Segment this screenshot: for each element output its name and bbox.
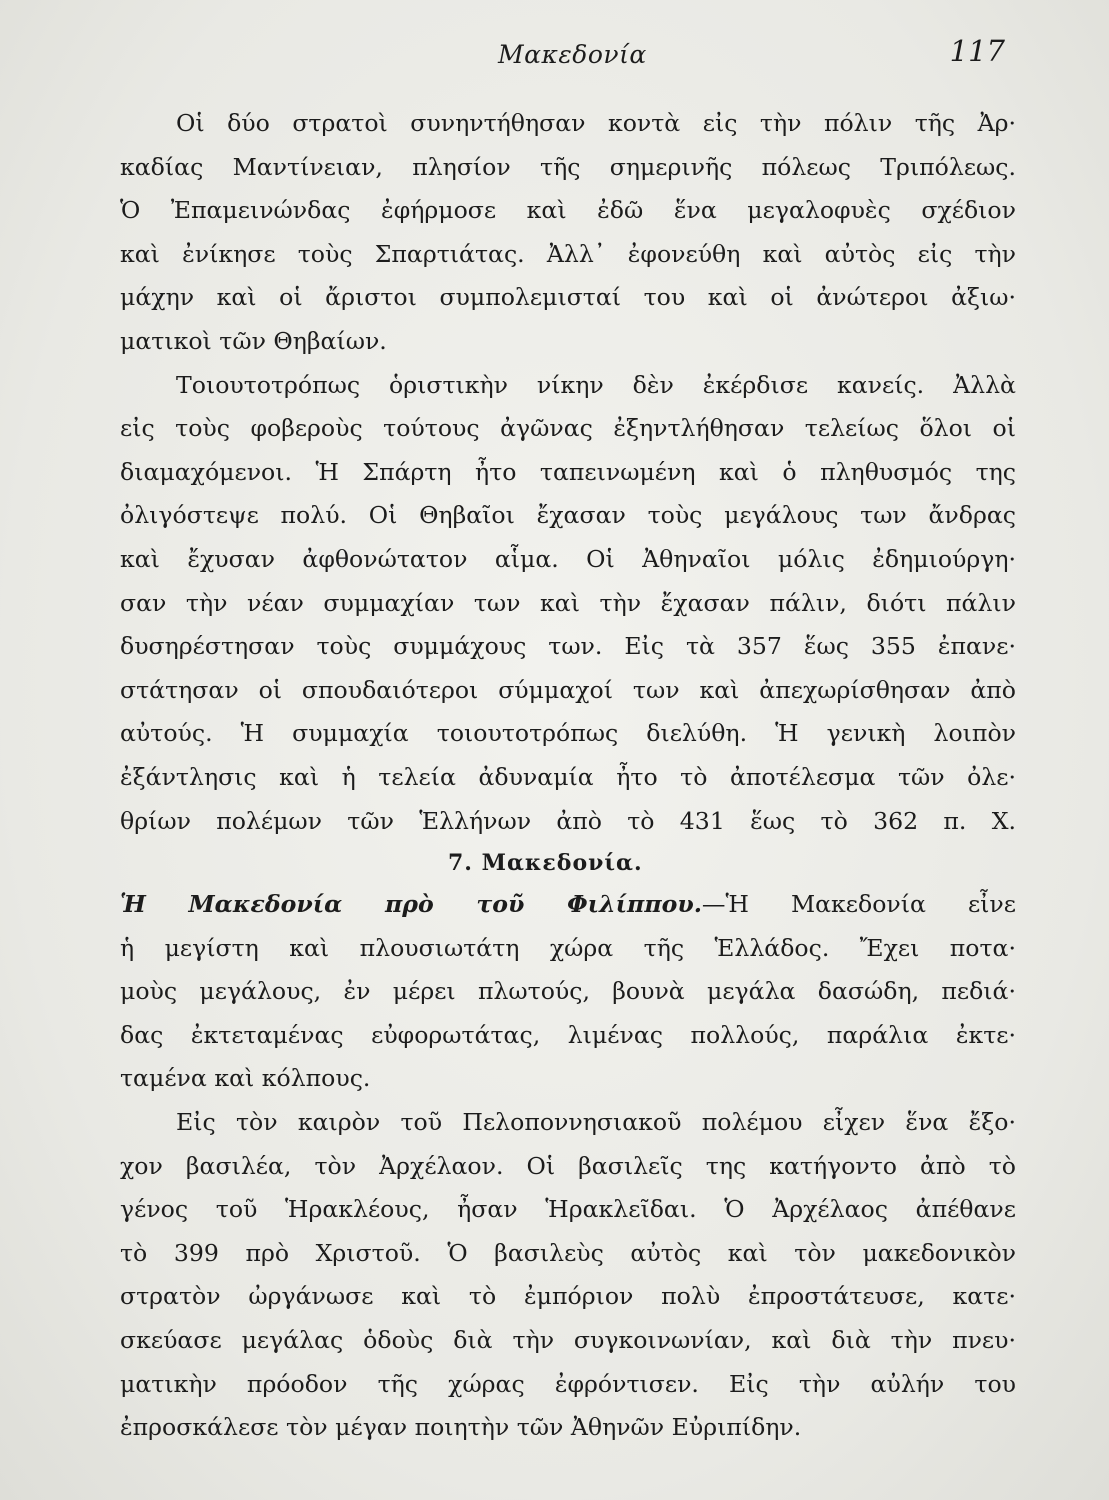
text-line: καδίας Μαντίνειαν, πλησίον τῆς σημερινῆς πόλεως Τριπόλεως. — [120, 152, 1016, 181]
text-line: εἰς τοὺς φοβεροὺς τούτους ἀγῶνας ἐξηντλήθησαν τελείως ὅλοι οἱ — [120, 414, 1016, 443]
text-span: —Ἡ Μακεδονία εἶνε — [701, 890, 1016, 919]
text-line: ταμένα καὶ κόλπους. — [120, 1064, 371, 1093]
body-text — [120, 102, 1016, 1450]
text-line: σαν τὴν νέαν συμμαχίαν των καὶ τὴν ἔχασαν πάλιν, διότι πάλιν — [120, 588, 1016, 617]
text-line: ἐπροσκάλεσε τὸν μέγαν ποιητὴν τῶν Ἀθηνῶν Εὐριπίδην. — [120, 1413, 802, 1442]
text-line: αὐτούς. Ἡ συμμαχία τοιουτοτρόπως διελύθη. Ἡ γενικὴ λοιπὸν — [120, 719, 1016, 748]
text-line: στάτησαν οἱ σπουδαιότεροι σύμμαχοί των καὶ ἀπεχωρίσθησαν ἀπὸ — [120, 675, 1016, 704]
text-line: θρίων πολέμων τῶν Ἑλλήνων ἀπὸ τὸ 431 ἕως τὸ 362 π. Χ. — [120, 806, 1016, 835]
text-line: χον βασιλέα, τὸν Ἀρχέλαον. Οἱ βασιλεῖς της κατήγοντο ἀπὸ τὸ — [120, 1151, 1016, 1180]
paragraph-3 — [120, 883, 1016, 1101]
text-line: δυσηρέστησαν τοὺς συμμάχους των. Εἰς τὰ 357 ἕως 355 ἐπανε· — [120, 632, 1016, 661]
text-line: ματικοὶ τῶν Θηβαίων. — [120, 326, 387, 355]
text-line: καὶ ἐνίκησε τοὺς Σπαρτιάτας. Ἀλλ᾽ ἐφονεύθη καὶ αὐτὸς εἰς τὴν — [120, 239, 1016, 268]
text-line: ματικὴν πρόοδον τῆς χώρας ἐφρόντισεν. Εἰς τὴν αὐλήν του — [120, 1369, 1016, 1398]
text-line: ἐξάντλησις καὶ ἡ τελεία ἀδυναμία ἦτο τὸ ἀποτέλεσμα τῶν ὀλε· — [120, 762, 1016, 791]
text-line — [120, 883, 1016, 927]
paragraph-1 — [120, 102, 1016, 364]
text-line: Ὁ Ἐπαμεινώνδας ἐφήρμοσε καὶ ἐδῶ ἕνα μεγαλοφυὲς σχέδιον — [120, 196, 1016, 225]
text-line: Εἰς τὸν καιρὸν τοῦ Πελοποννησιακοῦ πολέμου εἶχεν ἕνα ἔξο· — [176, 1108, 1016, 1137]
text-line: καὶ ἔχυσαν ἀφθονώτατον αἷμα. Οἱ Ἀθηναῖοι μόλις ἐδημιούργη· — [120, 544, 1016, 573]
text-line: ἡ μεγίστη καὶ πλουσιωτάτη χώρα τῆς Ἑλλάδος. Ἔχει ποτα· — [120, 933, 1016, 962]
section-heading: 7. Μακεδονία. — [448, 850, 643, 877]
paragraph-4 — [120, 1101, 1016, 1450]
text-line: Τοιουτοτρόπως ὁριστικὴν νίκην δὲν ἐκέρδισε κανείς. Ἀλλὰ — [176, 370, 1016, 399]
text-line: δας ἐκτεταμένας εὐφορωτάτας, λιμένας πολλούς, παράλια ἐκτε· — [120, 1020, 1016, 1049]
text-line: στρατὸν ὠργάνωσε καὶ τὸ ἐμπόριον πολὺ ἐπροστάτευσε, κατε· — [120, 1282, 1016, 1311]
text-line: ὀλιγόστεψε πολύ. Οἱ Θηβαῖοι ἔχασαν τοὺς μεγάλους των ἄνδρας — [120, 501, 1016, 530]
text-line: Οἱ δύο στρατοὶ συνηντήθησαν κοντὰ εἰς τὴν πόλιν τῆς Ἀρ· — [176, 109, 1016, 137]
text-line: γένος τοῦ Ἡρακλέους, ἦσαν Ἡρακλεῖδαι. Ὁ Ἀρχέλαος ἀπέθανε — [120, 1195, 1016, 1224]
text-line: μάχην καὶ οἱ ἄριστοι συμπολεμισταί του καὶ οἱ ἀνώτεροι ἀξιω· — [120, 283, 1016, 312]
page-header — [0, 34, 1109, 74]
text-line: σκεύασε μεγάλας ὁδοὺς διὰ τὴν συγκοινωνίαν, καὶ διὰ τὴν πνευ· — [120, 1326, 1016, 1355]
page-number: 117 — [949, 34, 1005, 68]
text-line: διαμαχόμενοι. Ἡ Σπάρτη ἦτο ταπεινωμένη καὶ ὁ πληθυσμός της — [120, 457, 1016, 486]
paragraph-2 — [120, 364, 1016, 844]
text-line: μοὺς μεγάλους, ἐν μέρει πλωτούς, βουνὰ μεγάλα δασώδη, πεδιά· — [120, 977, 1016, 1006]
text-line: τὸ 399 πρὸ Χριστοῦ. Ὁ βασιλεὺς αὐτὸς καὶ τὸν μακεδονικὸν — [120, 1238, 1016, 1267]
subsection-title: Ἡ Μακεδονία πρὸ τοῦ Φιλίππου. — [120, 890, 702, 919]
running-head: Μακεδονία — [498, 40, 647, 69]
